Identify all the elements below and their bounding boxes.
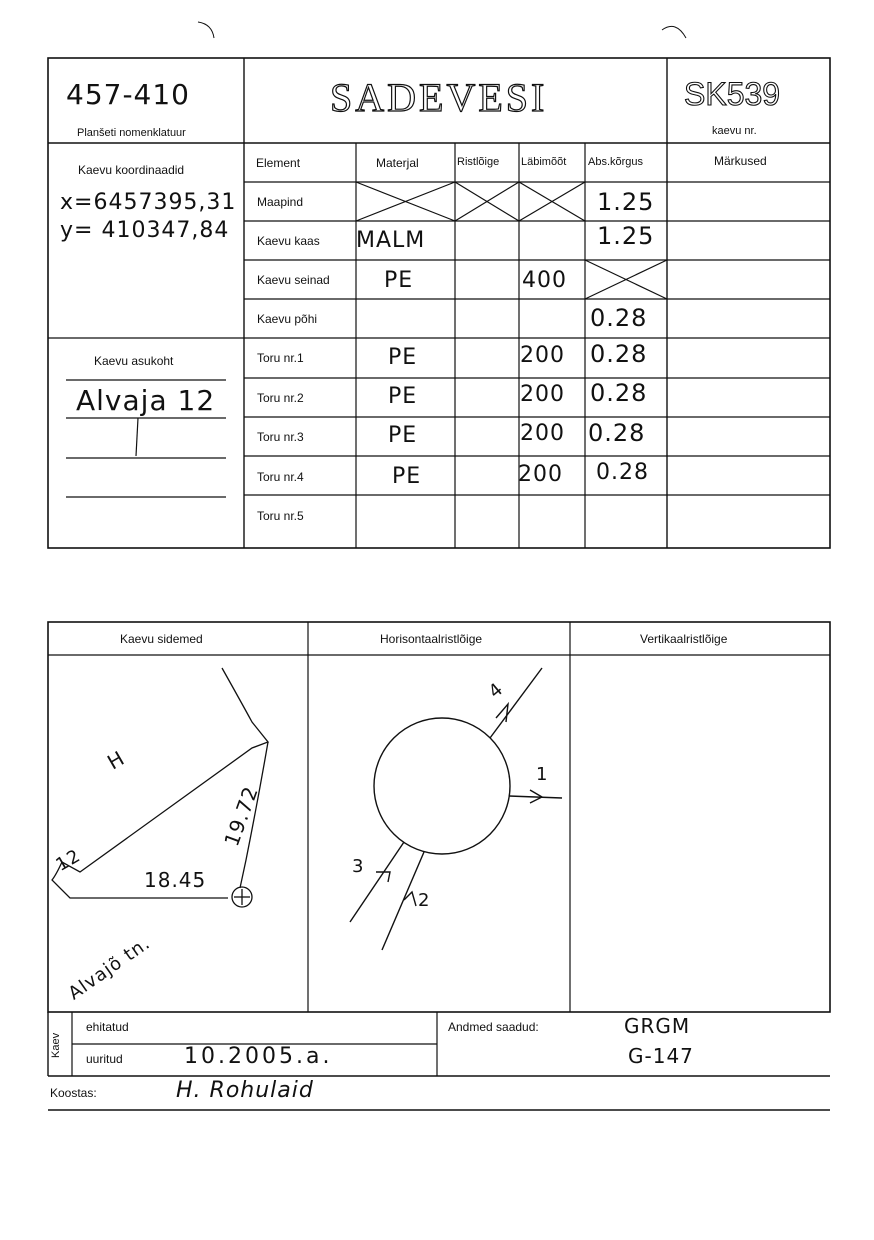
well-number-label: kaevu nr. (712, 125, 757, 137)
row-abs: 0.28 (596, 460, 649, 485)
coordinates-label: Kaevu koordinaadid (78, 163, 185, 177)
surveyed-label: uuritud (86, 1052, 123, 1066)
row-name: Kaevu põhi (257, 312, 318, 326)
pipe-label-3: 3 (352, 856, 365, 877)
footer-side-label: Kaev (50, 1032, 62, 1058)
nomenclature-value: 457-410 (66, 78, 190, 111)
row-abs: 0.28 (590, 304, 648, 332)
house-mark: H (103, 745, 129, 775)
row-diameter: 200 (518, 462, 563, 487)
header-notes: Märkused (714, 154, 767, 168)
row-name: Toru nr.1 (257, 351, 304, 365)
header-material: Materjal (376, 156, 419, 170)
header-cross-section: Ristlõige (457, 156, 500, 168)
row-name: Toru nr.3 (257, 430, 304, 444)
header-vertical: Vertikaalristlõige (640, 632, 728, 646)
street-label: Alvajõ tn. (64, 932, 155, 1005)
location-label: Kaevu asukoht (94, 354, 174, 368)
header-horizontal: Horisontaalristlõige (380, 632, 483, 646)
row-material: PE (388, 423, 418, 448)
tie-number-12: 12 (52, 845, 85, 876)
row-name: Kaevu seinad (257, 273, 330, 287)
row-abs: 1.25 (597, 222, 655, 250)
pipe-label-1: 1 (536, 764, 549, 785)
coordinate-x: x=6457395,31 (60, 190, 237, 215)
header-element: Element (256, 156, 301, 170)
row-abs: 0.28 (590, 379, 648, 407)
author-value: H. Rohulaid (176, 1078, 314, 1103)
sheet-title: SADEVESI (330, 75, 548, 120)
row-abs: 0.28 (588, 419, 646, 447)
tie-distance-2: 19.72 (219, 782, 264, 850)
row-name: Kaevu kaas (257, 234, 320, 248)
tie-distance-1: 18.45 (144, 868, 207, 892)
row-material: MALM (356, 228, 426, 253)
data-source-value-1: GRGM (624, 1014, 691, 1038)
data-source-label: Andmed saadud: (448, 1020, 539, 1034)
coordinate-y: y= 410347,84 (60, 218, 230, 243)
row-diameter: 200 (520, 343, 565, 368)
row-material: PE (388, 384, 418, 409)
well-number-value: SK539 (684, 76, 781, 112)
row-abs: 1.25 (597, 188, 655, 216)
row-diameter: 200 (520, 421, 565, 446)
header-ties: Kaevu sidemed (120, 632, 203, 646)
row-material: PE (384, 268, 414, 293)
row-name: Toru nr.4 (257, 470, 304, 484)
row-material: PE (388, 345, 418, 370)
row-name: Toru nr.2 (257, 391, 304, 405)
nomenclature-label: Planšeti nomenklatuur (77, 127, 186, 139)
row-name: Maapind (257, 195, 304, 209)
data-source-value-2: G-147 (628, 1044, 694, 1068)
row-name: Toru nr.5 (257, 509, 304, 523)
row-abs: 0.28 (590, 340, 648, 368)
row-material: PE (392, 464, 422, 489)
header-abs-height: Abs.kõrgus (588, 156, 644, 168)
header-diameter: Läbimõõt (521, 156, 567, 168)
built-label: ehitatud (86, 1020, 129, 1034)
location-value: Alvaja 12 (76, 384, 216, 417)
row-diameter: 200 (520, 382, 565, 407)
author-label: Koostas: (50, 1086, 97, 1100)
surveyed-date: 10.2005.a. (184, 1044, 333, 1069)
pipe-label-4: 4 (484, 678, 508, 703)
row-diameter: 400 (522, 268, 567, 293)
horizontal-section (350, 668, 562, 950)
pipe-label-2: 2 (418, 890, 431, 911)
